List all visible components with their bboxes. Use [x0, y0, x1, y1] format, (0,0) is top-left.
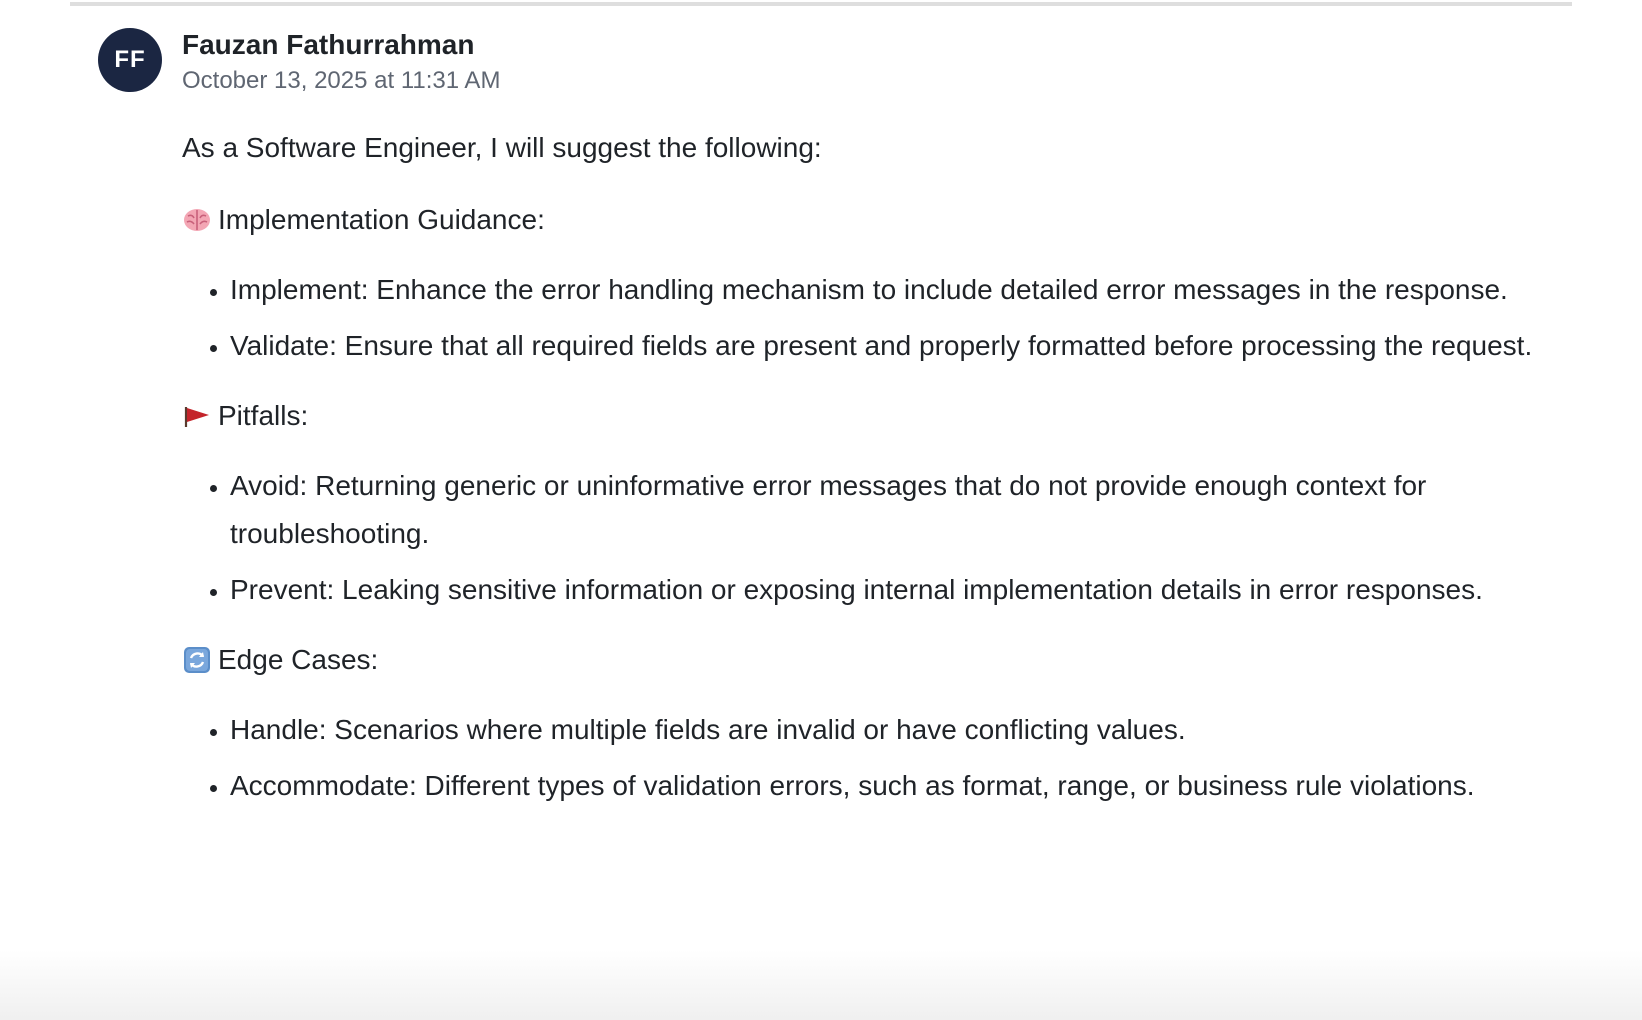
section-list-implementation-guidance: [182, 266, 1592, 370]
section-heading-text: Edge Cases:: [218, 644, 379, 675]
section-heading-implementation-guidance: [182, 196, 1592, 244]
list-item: • Prevent: Leaking sensitive information or exposing internal implementation details in error responses.: [230, 566, 1592, 614]
comment-timestamp: October 13, 2025 at 11:31 AM: [182, 67, 501, 94]
bottom-fade: [0, 950, 1642, 1020]
brain-icon: [182, 205, 212, 235]
section-heading-pitfalls: [182, 392, 1592, 440]
comment-intro: As a Software Engineer, I will suggest the following:: [182, 132, 822, 163]
comment-body: [182, 124, 1592, 832]
comment-meta: [182, 28, 500, 96]
section-list-pitfalls: [182, 462, 1592, 614]
top-divider: [70, 2, 1572, 6]
author-name[interactable]: Fauzan Fathurrahman: [182, 29, 475, 60]
section-heading-edge-cases: [182, 636, 1592, 684]
list-item: • Implement: Enhance the error handling mechanism to include detailed error messages in the response.: [230, 266, 1592, 314]
list-item: • Validate: Ensure that all required fields are present and properly formatted before processing the request.: [230, 322, 1592, 370]
list-item: • Avoid: Returning generic or uninformative error messages that do not provide enough context for troubleshooting.: [230, 462, 1592, 558]
section-heading-text: Pitfalls:: [218, 400, 309, 431]
section-heading-text: Implementation Guidance:: [218, 204, 545, 235]
refresh-arrows-icon: [182, 645, 212, 675]
list-item: • Accommodate: Different types of validation errors, such as format, range, or business rule violations.: [230, 762, 1592, 810]
avatar[interactable]: FF: [98, 28, 162, 92]
red-flag-icon: [182, 401, 212, 431]
list-item: • Handle: Scenarios where multiple fields are invalid or have conflicting values.: [230, 706, 1592, 754]
section-list-edge-cases: [182, 706, 1592, 810]
